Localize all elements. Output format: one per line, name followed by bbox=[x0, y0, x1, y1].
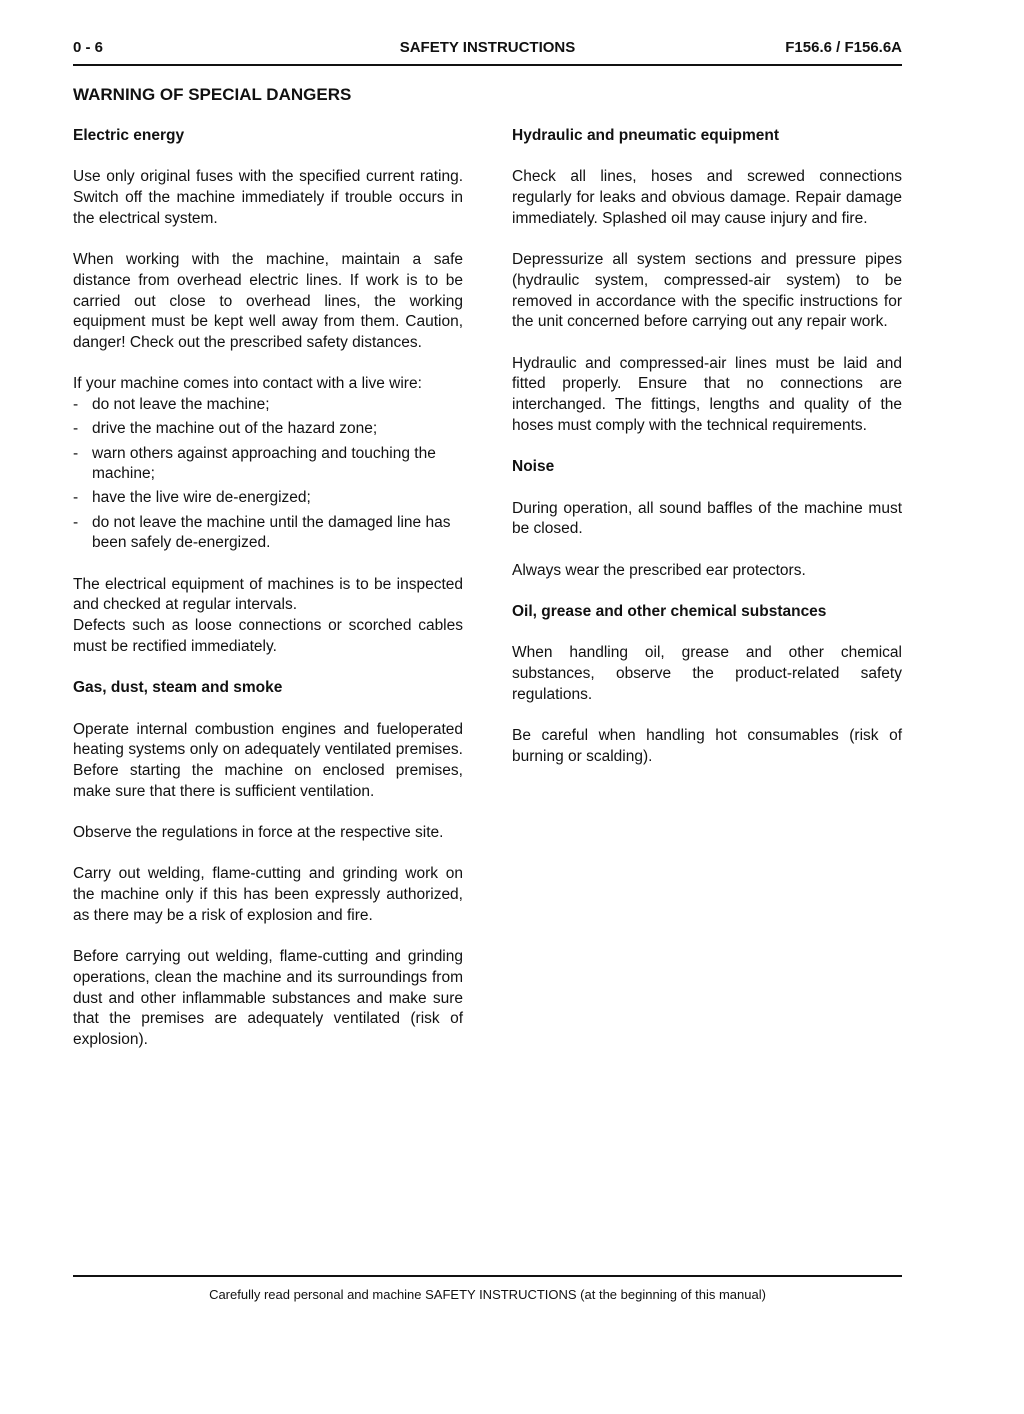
paragraph: Defects such as loose connections or scorched cables must be rectified immediately. bbox=[73, 617, 463, 655]
page-number: 0 - 6 bbox=[73, 39, 104, 56]
noise-heading: Noise bbox=[512, 458, 555, 476]
paragraph: Be careful when handling hot consumables (risk of burning or scalding). bbox=[512, 727, 902, 765]
paragraph: If your machine comes into contact with a live wire: bbox=[73, 375, 422, 393]
list-item: - drive the machine out of the hazard zone; bbox=[73, 420, 378, 438]
right-column bbox=[512, 126, 902, 788]
paragraph: Hydraulic and compressed-air lines must be laid and fitted properly. Ensure that no connections are interchanged. The fittings, lengths and quality of the hoses must comply with the technical requirements. bbox=[512, 354, 902, 434]
paragraph: Use only original fuses with the specified current rating. Switch off the machine immediately if trouble occurs in the electrical system. bbox=[73, 168, 463, 227]
oil-grease-heading: Oil, grease and other chemical substances bbox=[512, 603, 827, 621]
paragraph: Observe the regulations in force at the respective site. bbox=[73, 824, 444, 842]
live-wire-list bbox=[73, 395, 463, 554]
page-header bbox=[73, 38, 902, 66]
electric-energy-heading: Electric energy bbox=[73, 127, 185, 144]
paragraph: When working with the machine, maintain a safe distance from overhead electric lines. If work is to be carried out close to overhead lines, the working equipment must be kept well away from them. Caution, danger! Check out the prescribed safety distances. bbox=[73, 251, 463, 351]
paragraph: Check all lines, hoses and screwed connections regularly for leaks and obvious damage. Repair damage immediately. Splashed oil may cause injury and fire. bbox=[512, 168, 902, 227]
gas-dust-heading: Gas, dust, steam and smoke bbox=[73, 679, 283, 697]
section-title: WARNING OF SPECIAL DANGERS bbox=[73, 85, 352, 104]
paragraph: The electrical equipment of machines is to be inspected and checked at regular intervals. bbox=[73, 575, 463, 614]
list-item: - have the live wire de-energized; bbox=[73, 489, 311, 507]
list-item: - do not leave the machine until the damaged line has been safely de-energized. bbox=[73, 513, 451, 552]
paragraph: During operation, all sound baffles of the machine must be closed. bbox=[512, 499, 902, 538]
model-number: F156.6 / F156.6A bbox=[785, 39, 902, 56]
paragraph: Carry out welding, flame-cutting and grinding work on the machine only if this has been expressly authorized, as there may be a risk of explosion and fire. bbox=[73, 865, 463, 924]
paragraph: Depressurize all system sections and pressure pipes (hydraulic system, compressed-air system) to be removed in accordance with the specific instructions for the unit concerned before carrying out any repair work. bbox=[512, 251, 902, 331]
paragraph: Always wear the prescribed ear protectors. bbox=[512, 561, 806, 579]
list-item: - warn others against approaching and touching the machine; bbox=[73, 444, 436, 483]
footer-divider bbox=[73, 1275, 902, 1277]
left-column bbox=[73, 126, 463, 1071]
header-title: SAFETY INSTRUCTIONS bbox=[399, 39, 576, 56]
footer-note: Carefully read personal and machine SAFETY INSTRUCTIONS (at the beginning of this manual) bbox=[209, 1287, 766, 1302]
paragraph: Operate internal combustion engines and fueloperated heating systems only on adequately ventilated premises. Before starting the machine on enclosed premises, make sure that there is sufficient ventilation. bbox=[73, 720, 463, 800]
list-item: - do not leave the machine; bbox=[73, 396, 270, 414]
paragraph: Before carrying out welding, flame-cutting and grinding operations, clean the machine and its surroundings from dust and other inflammable substances and make sure that the premises are adequately ventilated (risk of explosion). bbox=[73, 948, 463, 1049]
paragraph: When handling oil, grease and other chemical substances, observe the product-related safety regulations. bbox=[512, 644, 902, 703]
hydraulic-heading: Hydraulic and pneumatic equipment bbox=[512, 127, 779, 144]
